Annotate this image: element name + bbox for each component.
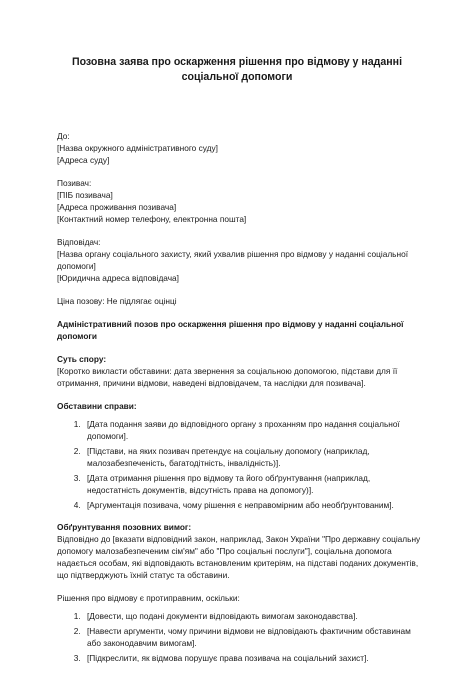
circumstances-section — [57, 400, 425, 511]
list-item: 1. [Довести, що подані документи відповідають вимогам законодавства]. — [83, 610, 425, 622]
addressee-label: До: — [57, 131, 70, 141]
essence-heading: Суть спору: — [57, 354, 107, 364]
claim-price-block — [57, 295, 425, 307]
essence-text: [Коротко викласти обставини: дата звернення за соціальною допомогою, підстави для її отримання, причини відмови, наведені відповідачем, та наслідки для позивача]. — [57, 366, 398, 388]
plaintiff-contacts: [Контактний номер телефону, електронна пошта] — [57, 214, 247, 224]
circumstances-heading: Обставини справи: — [57, 401, 137, 411]
essence-section — [57, 353, 425, 389]
grounds-heading: Обґрунтування позовних вимог: — [57, 522, 192, 532]
defendant-label: Відповідач: — [57, 237, 101, 247]
claim-title: Адміністративний позов про оскарження рішення про відмову у наданні соціальної допомоги — [57, 319, 404, 341]
court-address: [Адреса суду] — [57, 155, 110, 165]
plaintiff-name: [ПІБ позивача] — [57, 190, 113, 200]
plaintiff-block — [57, 177, 425, 225]
list-item: 3. [Дата отримання рішення про відмову та його обґрунтування (наприклад, недостатність документів, відсутність права на допомогу)]. — [83, 472, 425, 496]
unlawful-section — [57, 592, 425, 664]
court-name: [Назва окружного адміністративного суду] — [57, 143, 218, 153]
list-item: 4. [Аргументація позивача, чому рішення є неправомірним або необґрунтованим]. — [83, 499, 425, 511]
claim-title-block — [57, 318, 425, 342]
list-item: 1. [Дата подання заяви до відповідного органу з проханням про надання соціальної допомоги]. — [83, 418, 425, 442]
unlawful-intro: Рішення про відмову є протиправним, оскільки: — [57, 593, 240, 603]
addressee-block — [57, 130, 425, 166]
document-title: Позовна заява про оскарження рішення про відмову у наданні соціальної допомоги — [71, 56, 403, 83]
grounds-section — [57, 521, 425, 581]
plaintiff-address: [Адреса проживання позивача] — [57, 202, 177, 212]
unlawful-list — [57, 610, 425, 664]
plaintiff-label: Позивач: — [57, 178, 92, 188]
defendant-name: [Назва органу соціального захисту, який ухвалив рішення про відмову у наданні соціальної допомоги] — [57, 249, 409, 271]
list-item: 2. [Підстави, на яких позивач претендує на соціальну допомогу (наприклад, малозабезпеченість, багатодітність, інвалідність)]. — [83, 445, 425, 469]
claim-price: Ціна позову: Не підлягає оцінці — [57, 296, 177, 306]
defendant-address: [Юридична адреса відповідача] — [57, 273, 179, 283]
circumstances-list — [57, 418, 425, 511]
list-item: 3. [Підкреслити, як відмова порушує права позивача на соціальний захист]. — [83, 652, 425, 664]
list-item: 2. [Навести аргументи, чому причини відмови не відповідають фактичним обставинам або законодавчим вимогам]. — [83, 625, 425, 649]
defendant-block — [57, 236, 425, 284]
grounds-text: Відповідно до [вказати відповідний закон, наприклад, Закон України "Про державну соціальну допомогу малозабезпеченим сім'ям" або "Про соціальні послуги"], соціальна допомога надається особам, які відповідають встановленим критеріям, на підставі поданих документів, що підтверджують їхній статус та обставини. — [57, 534, 421, 580]
document-body — [57, 130, 425, 674]
